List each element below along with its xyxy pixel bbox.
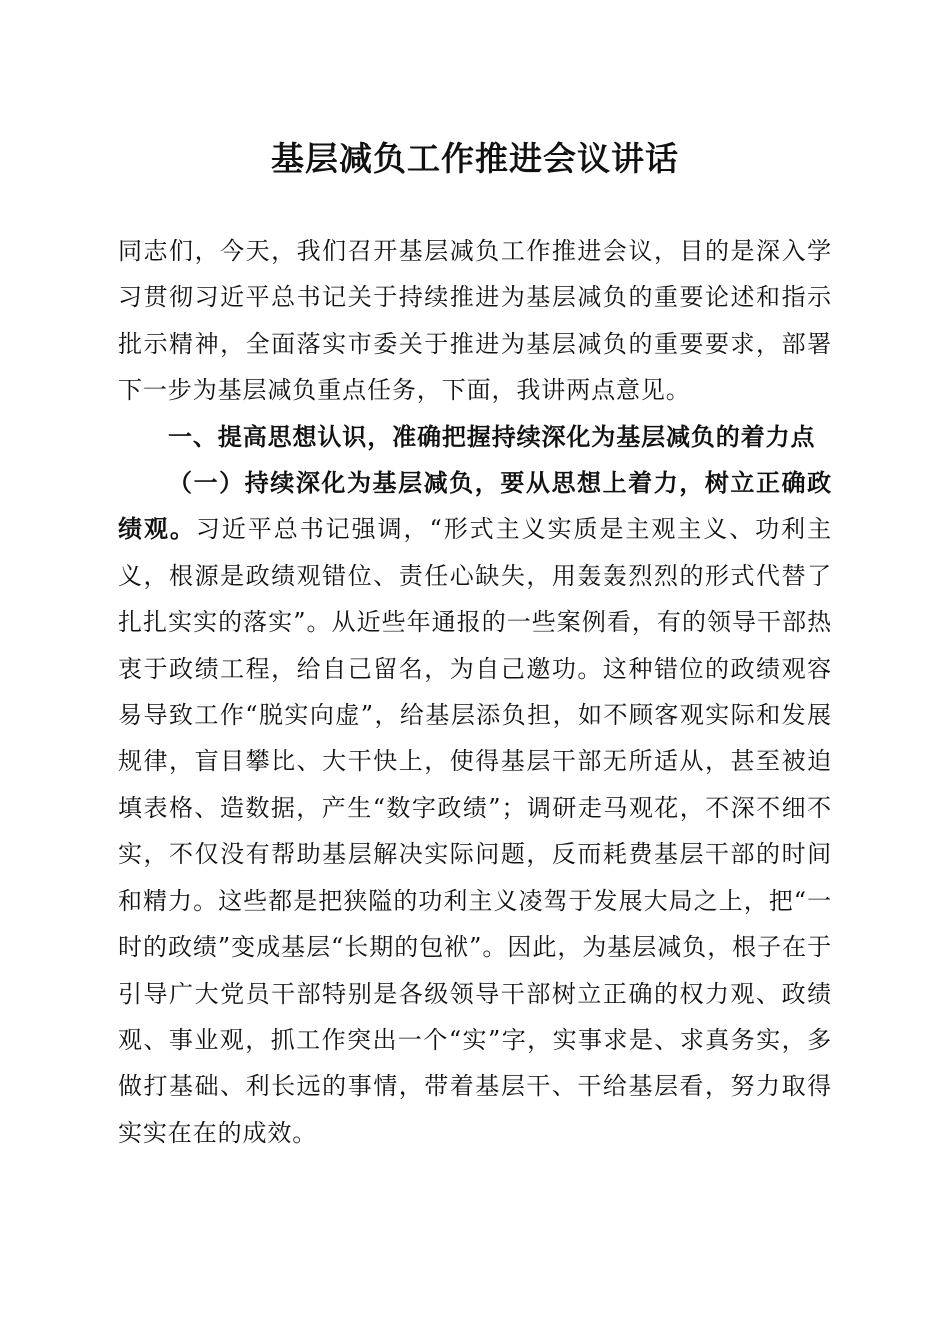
document-title: 基层减负工作推进会议讲话 xyxy=(271,139,679,178)
document-body xyxy=(118,228,832,1156)
subsection-heading: （一）持续深化为基层减负，要从思想上着力，树立正确政绩观。 xyxy=(118,468,832,544)
subsection-paragraph xyxy=(118,460,832,1156)
subsection-body: 习近平总书记强调，“形式主义实质是主观主义、功利主义，根源是政绩观错位、责任心缺失，用轰轰烈烈的形式代替了扎扎实实的落实”。从近些年通报的一些案例看，有的领导干部热衷于政绩工程，给自己留名，为自己邀功。这种错位的政绩观容易导致工作“脱实向虚”，给基层添负担，如不顾客观实际和发展规律，盲目攀比、大干快上，使得基层干部无所适从，甚至被迫填表格、造数据，产生“数字政绩”；调研走马观花，不深不细不实，不仅没有帮助基层解决实际问题，反而耗费基层干部的时间和精力。这些都是把狭隘的功利主义凌驾于发展大局之上，把“一时的政绩”变成基层“长期的包袱”。因此，为基层减负，根子在于引导广大党员干部特别是各级领导干部树立正确的权力观、政绩观、事业观，抓工作突出一个“实”字，实事求是、求真务实，多做打基础、利长远的事情，带着基层干、干给基层看，努力取得实实在在的成效。 xyxy=(118,515,832,1147)
intro-paragraph: 同志们，今天，我们召开基层减负工作推进会议，目的是深入学习贯彻习近平总书记关于持续推进为基层减负的重要论述和指示批示精神，全面落实市委关于推进为基层减负的重要要求，部署下一步为基层减负重点任务，下面，我讲两点意见。 xyxy=(118,237,832,405)
section-heading: 一、提高思想认识，准确把握持续深化为基层减负的着力点 xyxy=(168,422,816,451)
